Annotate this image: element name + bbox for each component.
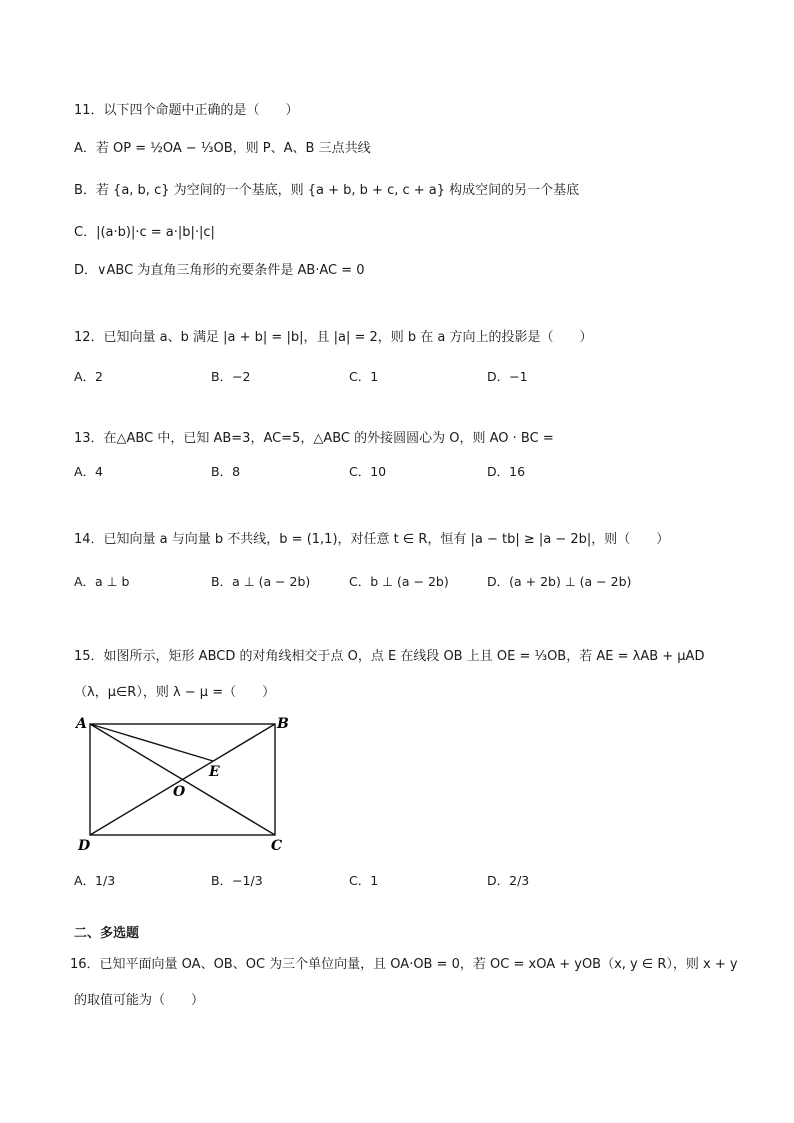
segment-ae bbox=[90, 724, 213, 761]
q16-stem-line2: 的取值可能为（ ） bbox=[74, 993, 205, 1008]
q12-option-d: D．−1 bbox=[487, 369, 528, 384]
q13-stem: 13．在△ABC 中，已知 AB=3，AC=5，△ABC 的外接圆圆心为 O，则 AO · BC = bbox=[74, 431, 554, 446]
q14-stem: 14．已知向量 a 与向量 b 不共线，b = (1,1)，对任意 t ∈ R，恒有 |a − tb| ≥ |a − 2b|，则（ ） bbox=[74, 532, 670, 547]
label-e: E bbox=[209, 764, 220, 780]
q15-option-c: C．1 bbox=[349, 873, 379, 888]
q15-option-b: B．−1/3 bbox=[211, 873, 263, 888]
q11-option-b: B．若 {a, b, c} 为空间的一个基底，则 {a + b, b + c, c + a} 构成空间的另一个基底 bbox=[74, 183, 580, 198]
label-c: C bbox=[271, 838, 283, 854]
q12-option-a: A．2 bbox=[74, 369, 104, 384]
q12-option-c: C．1 bbox=[349, 369, 379, 384]
q11-stem: 11．以下四个命题中正确的是（ ） bbox=[74, 103, 299, 118]
q15-stem-line1: 15．如图所示，矩形 ABCD 的对角线相交于点 O，点 E 在线段 OB 上且 OE = ⅓OB，若 AE = λAB + μAD bbox=[74, 649, 705, 664]
q14-option-b: B．a ⊥ (a − 2b) bbox=[211, 574, 311, 589]
q16-stem-line1: 16．已知平面向量 OA、OB、OC 为三个单位向量，且 OA·OB = 0，若 OC = xOA + yOB（x, y ∈ R），则 x + y bbox=[70, 957, 738, 972]
q14-option-a: A．a ⊥ b bbox=[74, 574, 130, 589]
q12-stem: 12．已知向量 a、b 满足 |a + b| = |b|，且 |a| = 2，则 b 在 a 方向上的投影是（ ） bbox=[74, 330, 593, 345]
section-header: 二、多选题 bbox=[74, 926, 140, 941]
q13-option-c: C．10 bbox=[349, 464, 387, 479]
q15-option-d: D．2/3 bbox=[487, 873, 530, 888]
q13-option-b: B．8 bbox=[211, 464, 241, 479]
q15-option-a: A．1/3 bbox=[74, 873, 116, 888]
rectangle-figure bbox=[70, 712, 300, 854]
q15-stem-line2: （λ，μ∈R），则 λ − μ =（ ） bbox=[74, 685, 276, 700]
q11-option-c: C．|(a·b)|·c = a·|b|·|c| bbox=[74, 225, 215, 240]
label-b: B bbox=[277, 716, 289, 732]
q13-option-a: A．4 bbox=[74, 464, 104, 479]
label-d: D bbox=[78, 838, 91, 854]
q13-option-d: D．16 bbox=[487, 464, 526, 479]
label-o: O bbox=[173, 784, 186, 800]
q14-option-d: D．(a + 2b) ⊥ (a − 2b) bbox=[487, 574, 632, 589]
q11-option-a: A．若 OP = ½OA − ⅓OB，则 P、A、B 三点共线 bbox=[74, 141, 371, 156]
q12-option-b: B．−2 bbox=[211, 369, 251, 384]
q11-option-d: D．∨ABC 为直角三角形的充要条件是 AB·AC = 0 bbox=[74, 263, 365, 278]
label-a: A bbox=[76, 716, 87, 732]
q14-option-c: C．b ⊥ (a − 2b) bbox=[349, 574, 449, 589]
